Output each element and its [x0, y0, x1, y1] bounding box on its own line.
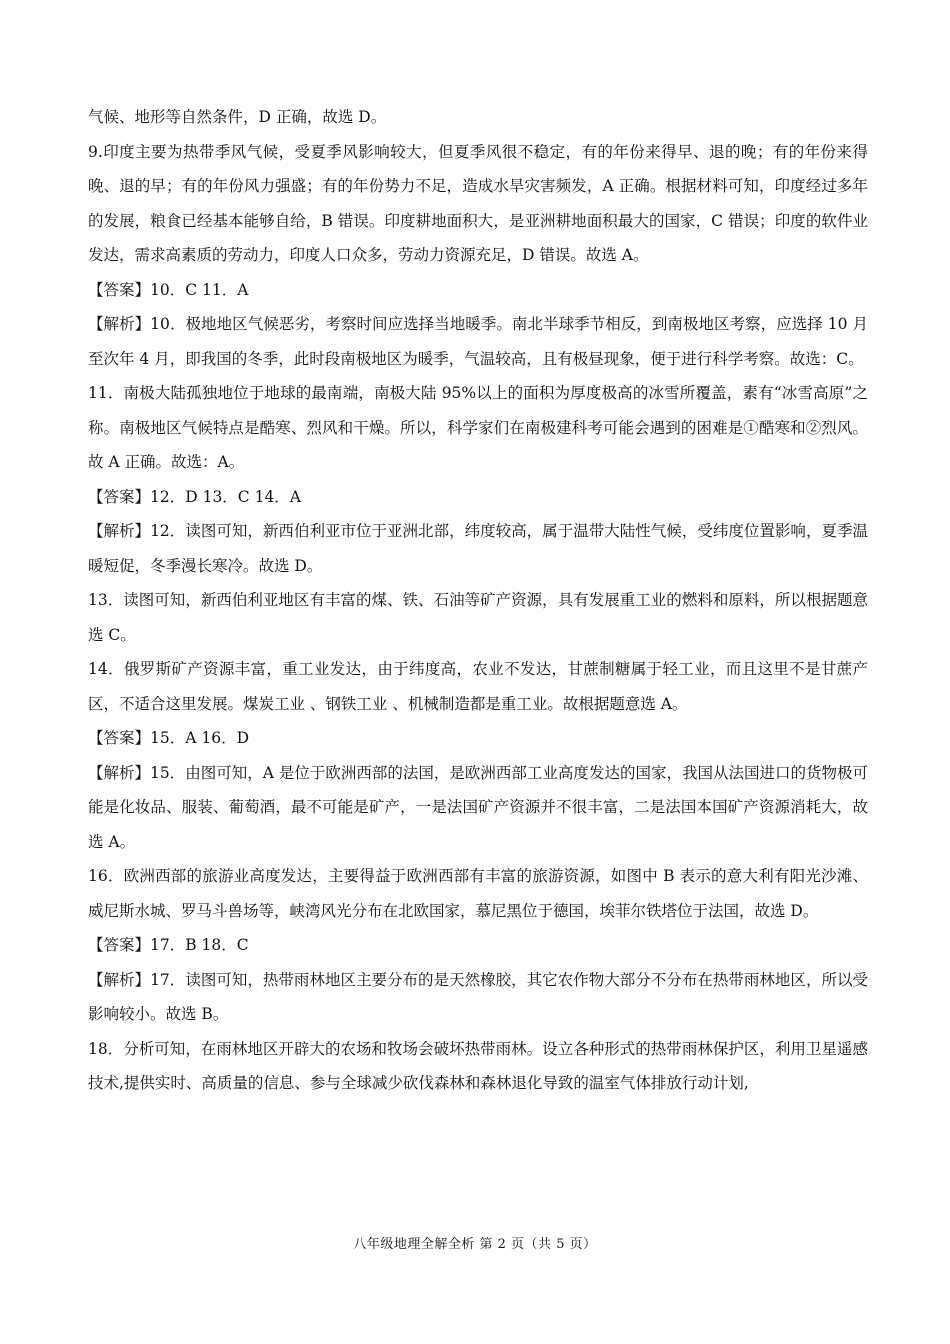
page-footer: 八年级地理全解全析 第 2 页（共 5 页） [353, 1237, 597, 1252]
paragraph-q11-analysis: 11．南极大陆孤独地位于地球的最南端，南极大陆 95%以上的面积为厚度极高的冰雪所覆盖，素有“冰雪高原”之称。南极地区气候特点是酷寒、烈风和干燥。所以，科学家们在南极建科考可能会遇到的困难是①酷寒和②烈风。故 A 正确。故选：A。 [88, 384, 868, 471]
paragraph-q17-analysis: 【解析】17．读图可知，热带雨林地区主要分布的是天然橡胶，其它农作物大部分不分布在热带雨林地区，所以受影响较小。故选 B。 [88, 970, 868, 1023]
answer-analysis-body [88, 100, 868, 1101]
paragraph-q16-analysis: 16．欧洲西部的旅游业高度发达，主要得益于欧洲西部有丰富的旅游资源，如图中 B 表示的意大利有阳光沙滩、威尼斯水城、罗马斗兽场等，峡湾风光分布在北欧国家，慕尼黑位于德国，埃菲尔铁塔位于法国，故选 D。 [88, 867, 868, 920]
paragraph-q12-analysis: 【解析】12．读图可知，新西伯利亚市位于亚洲北部，纬度较高，属于温带大陆性气候，受纬度位置影响，夏季温暖短促，冬季漫长寒冷。故选 D。 [88, 522, 868, 575]
answer-line-12-14: 【答案】12．D 13．C 14．A [88, 487, 302, 506]
paragraph-q18-analysis: 18．分析可知，在雨林地区开辟大的农场和牧场会破坏热带雨林。设立各种形式的热带雨林保护区，利用卫星遥感技术,提供实时、高质量的信息、参与全球减少砍伐森林和森林退化导致的温室气体排放行动计划, [88, 1039, 868, 1092]
paragraph-q10-analysis: 【解析】10．极地地区气候恶劣，考察时间应选择当地暖季。南北半球季节相反，到南极地区考察，应选择 10 月至次年 4 月，即我国的冬季，此时段南极地区为暖季，气温较高，且有极昼现象，便于进行科学考察。故选：C。 [88, 315, 868, 368]
paragraph-q15-analysis: 【解析】15．由图可知，A 是位于欧洲西部的法国，是欧洲西部工业高度发达的国家，我国从法国进口的货物极可能是化妆品、服装、葡萄酒，最不可能是矿产，一是法国矿产资源并不很丰富，二是法国本国矿产资源消耗大，故选 A。 [88, 763, 868, 851]
paragraph-q14-analysis: 14．俄罗斯矿产资源丰富，重工业发达，由于纬度高，农业不发达，甘蔗制糖属于轻工业，而且这里不是甘蔗产区，不适合这里发展。煤炭工业 、钢铁工业 、机械制造都是重工业。故根据题意选 A。 [88, 660, 868, 713]
paragraph-continuation-q8: 气候、地形等自然条件，D 正确，故选 D。 [88, 108, 387, 126]
paragraph-q13-analysis: 13．读图可知，新西伯利亚地区有丰富的煤、铁、石油等矿产资源，具有发展重工业的燃料和原料，所以根据题意选 C。 [88, 591, 868, 644]
answer-line-10-11: 【答案】10．C 11．A [88, 280, 249, 299]
answer-line-15-16: 【答案】15．A 16．D [88, 729, 249, 747]
paragraph-q9-analysis: 9.印度主要为热带季风气候，受夏季风影响较大，但夏季风很不稳定，有的年份来得早、退的晚；有的年份来得晚、退的早；有的年份风力强盛；有的年份势力不足，造成水旱灾害频发，A 正确。根据材料可知，印度经过多年的发展，粮食已经基本能够自给，B 错误。印度耕地面积大，是亚洲耕地面积最大的国家，C 错误；印度的软件业发达，需求高素质的劳动力，印度人口众多，劳动力资源充足，D 错误。故选 A。 [88, 142, 868, 264]
answer-line-17-18: 【答案】17．B 18．C [88, 936, 249, 954]
